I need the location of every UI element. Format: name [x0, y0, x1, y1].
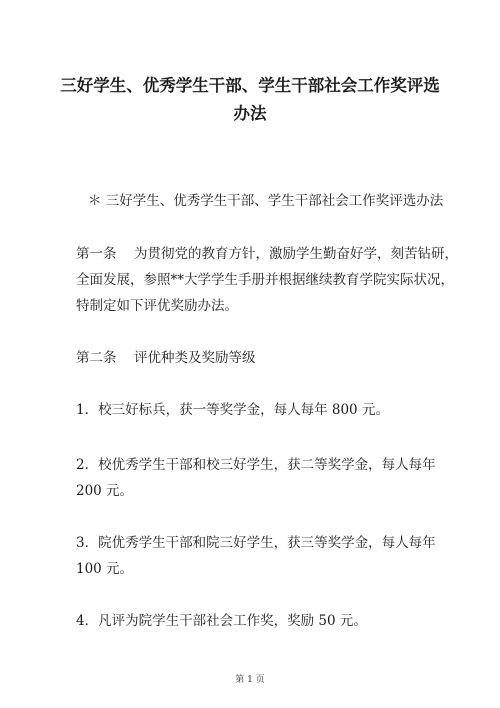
article-1 [76, 241, 458, 319]
award-item-3 [76, 530, 436, 582]
award-item-1-text: 1．校三好标兵，获一等奖学金，每人每年 800 元。 [76, 402, 389, 418]
award-item-2 [76, 452, 436, 504]
article-1-line-1 [76, 241, 458, 267]
title-line-1: 三好学生、优秀学生干部、学生干部社会工作奖评选 [60, 76, 440, 95]
article-1-line-3: 特制定如下评优奖励办法。 [76, 298, 238, 314]
award-item-2-line-2: 200 元。 [76, 483, 134, 499]
article-1-line-2: 全面发展，参照**大学学生手册并根据继续教育学院实际状况， [76, 272, 454, 288]
article-2-text: 评优种类及奖励等级 [134, 350, 256, 366]
document-subtitle: ＊ 三好学生、优秀学生干部、学生干部社会工作奖评选办法 [88, 193, 444, 209]
article-1-label: 第一条 [76, 246, 117, 262]
award-item-3-line-2: 100 元。 [76, 561, 134, 577]
award-item-4 [76, 608, 436, 634]
award-item-1 [76, 397, 436, 423]
article-1-text-1: 为贯彻党的教育方针，激励学生勤奋好学，刻苦钻研， [134, 246, 458, 262]
award-item-2-line-1: 2．校优秀学生干部和校三好学生，获二等奖学金，每人每年 [76, 457, 436, 473]
article-2 [76, 345, 436, 371]
award-item-4-text: 4．凡评为院学生干部社会工作奖，奖励 50 元。 [76, 613, 367, 629]
title-line-2: 办法 [233, 104, 267, 123]
article-2-line [76, 345, 436, 371]
article-2-label: 第二条 [76, 350, 117, 366]
document-title [60, 72, 440, 128]
award-item-3-line-1: 3．院优秀学生干部和院三好学生，获三等奖学金，每人每年 [76, 535, 436, 551]
page-number: 第 1 页 [235, 675, 265, 685]
